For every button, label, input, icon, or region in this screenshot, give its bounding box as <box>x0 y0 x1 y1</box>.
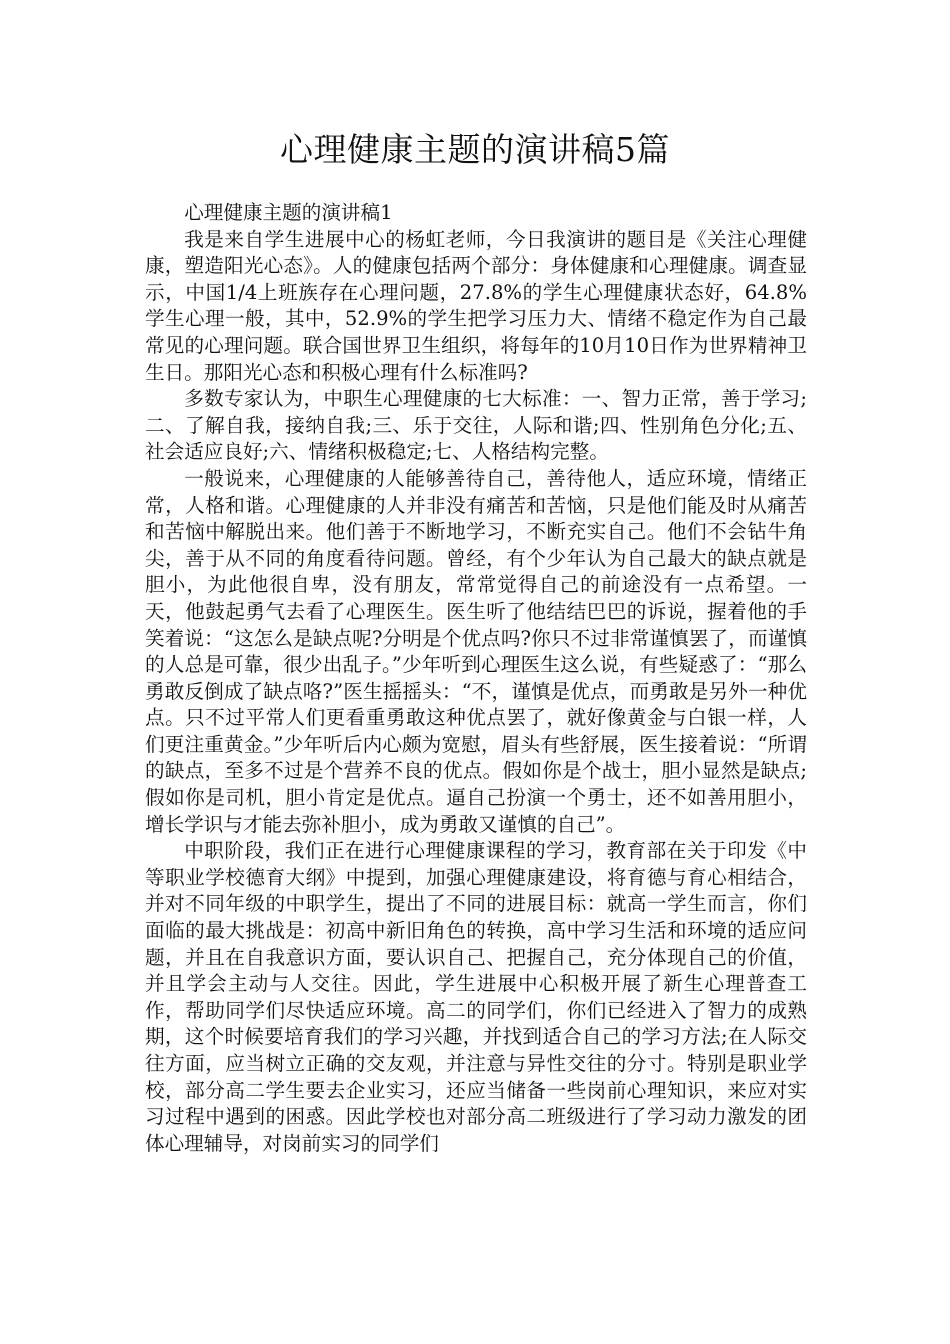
section-heading: 心理健康主题的演讲稿1 <box>184 201 393 224</box>
paragraph-4: 中职阶段，我们正在进行心理健康课程的学习，教育部在关于印发《中等职业学校德育大纲》中提到，加强心理健康建设，将育德与育心相结合，并对不同年级的中职学生，提出了不同的进展目标：就高一学生而言，你们面临的最大挑战是：初高中新旧角色的转换，高中学习生活和环境的适应问题，并且在自我意识方面，要认识自己、把握自己，充分体现自己的价值，并且学会主动与人交往。因此，学生进展中心积极开展了新生心理普查工作，帮助同学们尽快适应环境。高二的同学们，你们已经进入了智力的成熟期，这个时候要培育我们的学习兴趣，并找到适合自己的学习方法;在人际交往方面，应当树立正确的交友观，并注意与异性交往的分寸。特别是职业学校，部分高二学生要去企业实习，还应当储备一些岗前心理知识，来应对实习过程中遇到的困惑。因此学校也对部分高二班级进行了学习动力激发的团体心理辅导，对岗前实习的同学们 <box>145 839 807 1155</box>
document-title: 心理健康主题的演讲稿5篇 <box>280 130 670 169</box>
document-body <box>145 200 807 1157</box>
paragraph-3: 一般说来，心理健康的人能够善待自己，善待他人，适应环境，情绪正常，人格和谐。心理健康的人并非没有痛苦和苦恼，只是他们能及时从痛苦和苦恼中解脱出来。他们善于不断地学习，不断充实自己。他们不会钻牛角尖，善于从不同的角度看待问题。曾经，有个少年认为自己最大的缺点就是胆小，为此他很自卑，没有朋友，常常觉得自己的前途没有一点希望。一天，他鼓起勇气去看了心理医生。医生听了他结结巴巴的诉说，握着他的手笑着说：“这怎么是缺点呢?分明是个优点吗?你只不过非常谨慎罢了，而谨慎的人总是可靠，很少出乱子。”少年听到心理医生这么说，有些疑惑了：“那么勇敢反倒成了缺点咯?”医生摇摇头：“不，谨慎是优点，而勇敢是另外一种优点。只不过平常人们更看重勇敢这种优点罢了，就好像黄金与白银一样，人们更注重黄金。”少年听后内心颇为宽慰，眉头有些舒展，医生接着说：“所谓的缺点，至多不过是个营养不良的优点。假如你是个战士，胆小显然是缺点;假如你是司机，胆小肯定是优点。逼自己扮演一个勇士，还不如善用胆小，增长学识与才能去弥补胆小，成为勇敢又谨慎的自己”。 <box>145 466 807 836</box>
paragraph-2: 多数专家认为，中职生心理健康的七大标准：一、智力正常，善于学习;二、了解自我，接纳自我;三、乐于交往，人际和谐;四、性别角色分化;五、社会适应良好;六、情绪积极稳定;七、人格结构完整。 <box>145 387 807 464</box>
paragraph-1: 我是来自学生进展中心的杨虹老师，今日我演讲的题目是《关注心理健康，塑造阳光心态》。人的健康包括两个部分：身体健康和心理健康。调查显示，中国1/4上班族存在心理问题，27.8%的学生心理健康状态好，64.8%学生心理一般，其中，52.9%的学生把学习压力大、情绪不稳定作为自己最常见的心理问题。联合国世界卫生组织，将每年的10月10日作为世界精神卫生日。那阳光心态和积极心理有什么标准吗? <box>145 227 807 384</box>
